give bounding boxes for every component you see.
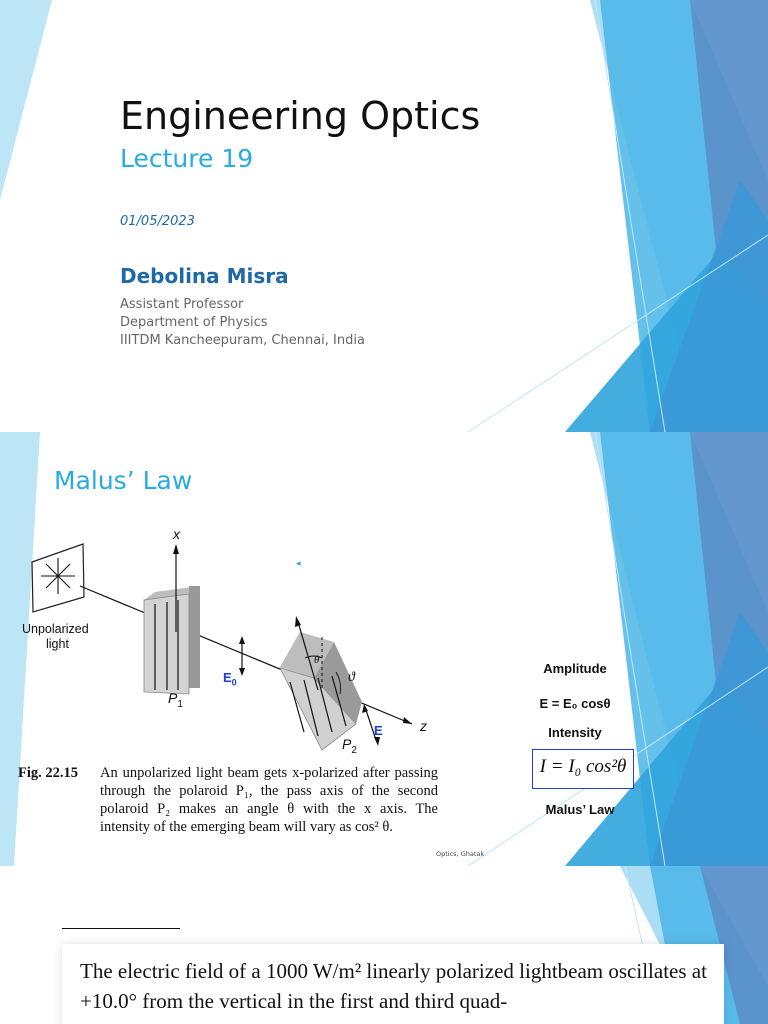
theta-label: θ [314, 654, 320, 666]
x-axis-label: x [173, 526, 180, 542]
problem-text: The electric field of a 1000 W/m² linearly polarized lightbeam oscillates at +10.0° from the vertical in the first and third quad- [80, 959, 707, 1013]
author-institute: IIITDM Kancheepuram, Chennai, India [120, 333, 365, 348]
author-department: Department of Physics [120, 315, 268, 330]
figure-credit: Optics, Ghatak [436, 850, 485, 858]
malus-law-label: Malus’ Law [545, 802, 615, 817]
page-title: Engineering Optics [120, 94, 481, 138]
malus-equation-box [532, 749, 634, 789]
author-name: Debolina Misra [120, 264, 289, 288]
amplitude-label: Amplitude [543, 661, 607, 676]
p1-label: $P_1$ [168, 690, 183, 710]
caption-text: An unpolarized light beam gets x-polarized after passing through the polaroid P₁, the pass axis of the second polaroid P₂ makes an angle θ with the x axis. The intensity of the emerging beam will vary as cos² θ. [100, 765, 438, 835]
unpolarized-label-line1: Unpolarized [22, 622, 89, 636]
title-slide [0, 0, 768, 432]
slide-title: Malus’ Law [54, 466, 193, 495]
z-axis-label: z [420, 718, 427, 734]
e0-label: $E_0$ [223, 670, 237, 688]
unpolarized-label-line2: light [46, 637, 69, 651]
vartheta-label: ϑ [348, 670, 355, 685]
problem-statement-box [62, 944, 724, 1024]
malus-law-slide [0, 432, 768, 866]
problem-slide [0, 866, 768, 1024]
caption-label: Fig. 22.15 [18, 765, 79, 781]
lecture-date: 01/05/2023 [120, 214, 195, 229]
intensity-equation: I = I₀ cos²θ [539, 756, 627, 777]
slide-decoration [0, 0, 768, 432]
lecture-number: Lecture 19 [120, 144, 254, 173]
e-label: E [374, 723, 383, 738]
polarization-figure [0, 432, 520, 762]
intensity-label: Intensity [548, 725, 602, 740]
amplitude-equation: E = E₀ cosθ [539, 696, 611, 711]
p2-label: $P_2$ [342, 736, 357, 756]
divider-rule [62, 928, 180, 929]
stray-mark-icon: ◂ [296, 559, 301, 569]
author-title: Assistant Professor [120, 297, 244, 312]
beam-path [80, 586, 412, 724]
figure-caption [18, 764, 438, 836]
